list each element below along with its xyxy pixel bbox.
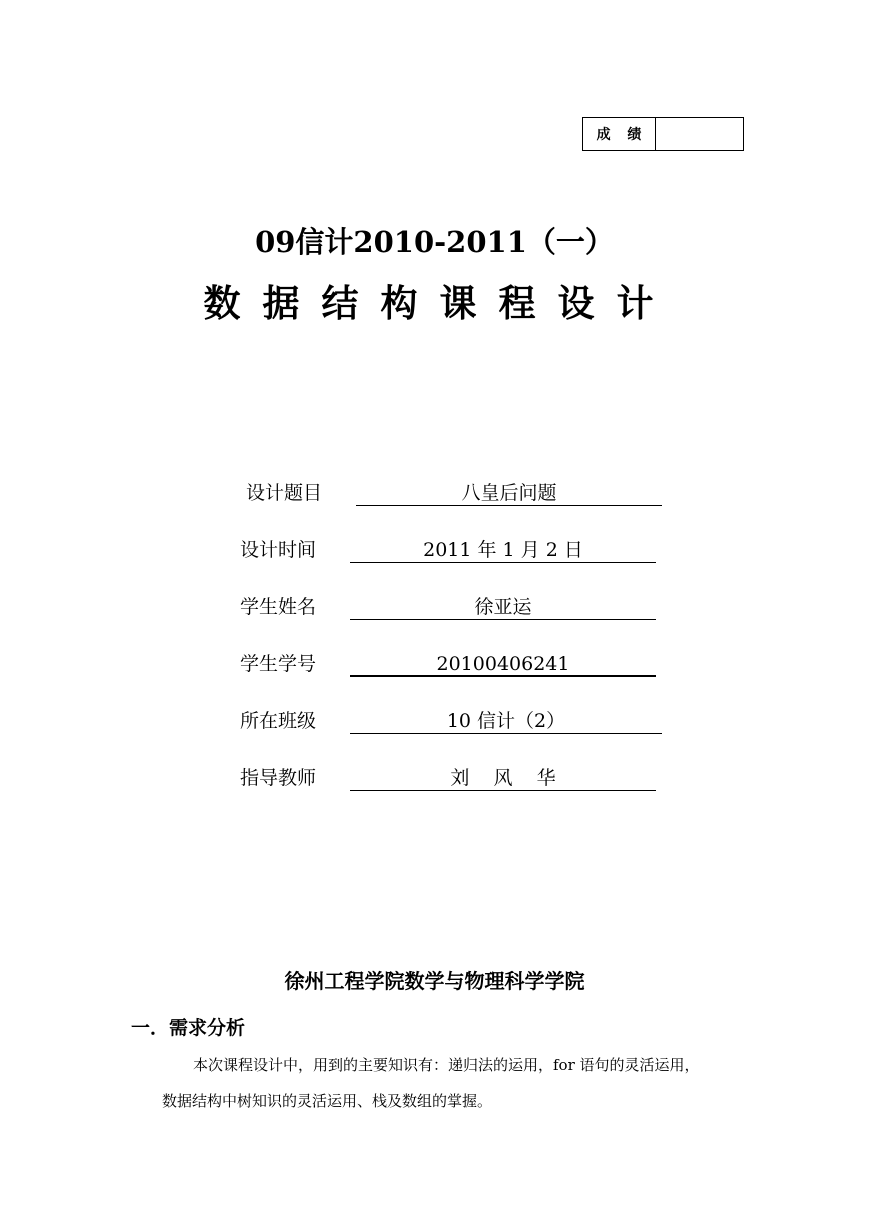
info-value-date: 2011 年 1 月 2 日 [350,537,656,563]
grade-label: 成 绩 [583,118,656,150]
info-label-name: 学生姓名 [240,596,317,618]
info-value-student-id: 20100406241 [350,651,656,677]
info-value-topic: 八皇后问题 [356,480,662,506]
info-value-class: 10 信计（2） [350,708,662,734]
info-row-student-id [240,647,656,677]
requirements-paragraph-line2: 数据结构中树知识的灵活运用、栈及数组的掌握。 [162,1092,493,1110]
title-semester: 09信计2010-2011（一） [255,225,614,259]
info-label-topic: 设计题目 [246,482,323,504]
info-value-advisor: 刘 风 华 [350,765,656,791]
title-course: 数据结构课程设计 [203,281,676,325]
grade-value [656,118,743,150]
info-value-name: 徐亚运 [350,594,656,620]
info-row-date [240,533,656,563]
info-label-date: 设计时间 [240,539,317,561]
info-row-name [240,590,656,620]
section-heading-requirements: 一．需求分析 [131,1017,246,1039]
grade-box [582,117,744,151]
info-row-advisor [240,761,656,791]
info-row-class [240,704,662,734]
info-row-topic [240,476,662,506]
info-label-class: 所在班级 [240,710,317,732]
school-name: 徐州工程学院数学与物理科学学院 [284,969,585,993]
requirements-paragraph-line1: 本次课程设计中，用到的主要知识有：递归法的运用，for 语句的灵活运用， [193,1056,700,1074]
info-label-advisor: 指导教师 [240,767,317,789]
info-label-student-id: 学生学号 [240,653,317,675]
